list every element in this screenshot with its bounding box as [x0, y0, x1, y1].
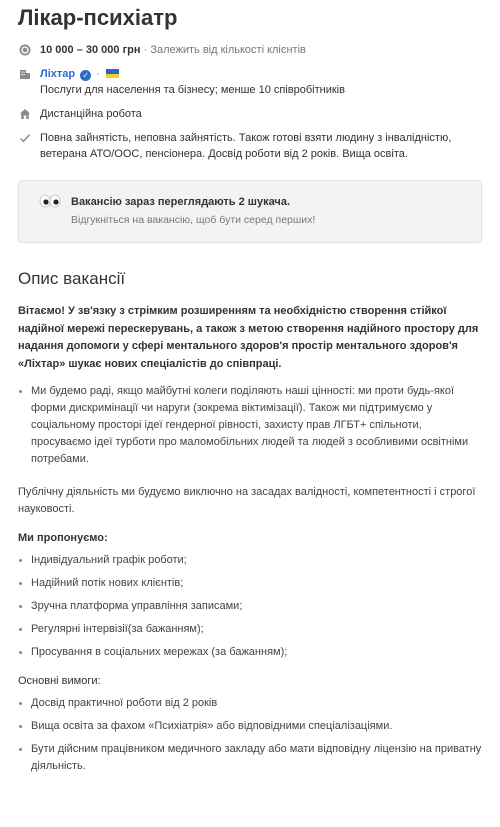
description-intro: Вітаємо! У зв'язку з стрімким розширенням та необхідністю створення стійкої надійної мережі перескерувань, а також з метою створення надійного простору для надання допомоги у сфері ментального здоров'я простір ментального здоров'я «Ліхтар» шукає нових спеціалістів до співпраці.	[18, 305, 479, 370]
list-item: Надійний потік нових клієнтів;	[18, 575, 482, 592]
viewers-notice	[18, 180, 482, 243]
requirements-list	[18, 695, 482, 775]
list-item: Досвід практичної роботи від 2 років	[18, 695, 482, 712]
home-icon	[18, 107, 32, 121]
eyes-icon	[39, 194, 61, 213]
public-activity-text: Публічну діяльність ми будуємо виключно на засадах валідності, компетентності і строгої науковості.	[18, 486, 476, 515]
list-item: Індивідуальний графік роботи;	[18, 552, 482, 569]
list-item: Просування в соціальних мережах (за бажанням);	[18, 644, 482, 661]
requirements-heading: Основні вимоги:	[18, 675, 101, 687]
company-row	[18, 66, 482, 98]
vacancy-meta	[18, 42, 482, 162]
ukraine-flag-icon	[106, 69, 119, 78]
list-item: Зручна платформа управління записами;	[18, 598, 482, 615]
conditions-text: Повна зайнятість, неповна зайнятість. Також готові взяти людину з інвалідністю, ветерана АТО/ООС, пенсіонера. Досвід роботи від 2 років. Вища освіта.	[40, 132, 452, 160]
conditions-row	[18, 130, 482, 162]
notice-title: Вакансію зараз переглядають 2 шукача.	[71, 196, 290, 208]
list-item: Регулярні інтервізії(за бажанням);	[18, 621, 482, 638]
company-description: Послуги для населення та бізнесу; менше 10 співробітників	[40, 84, 345, 96]
work-type: Дистанційна робота	[40, 108, 142, 120]
list-item: Бути дійсним працівником медичного закладу або мати відповідну ліцензію на приватну діяльність.	[18, 741, 482, 775]
building-icon	[18, 67, 32, 81]
offer-heading: Ми пропонуємо:	[18, 532, 108, 544]
page-title: Лікар-психіатр	[18, 5, 178, 30]
company-link[interactable]: Ліхтар	[40, 68, 76, 80]
check-icon	[18, 131, 32, 145]
salary-row	[18, 42, 482, 58]
company-separator: ·	[96, 68, 100, 80]
work-type-row	[18, 106, 482, 122]
coin-icon	[18, 43, 32, 57]
offer-list	[18, 552, 482, 661]
list-item: Ми будемо раді, якщо майбутні колеги поділяють наші цінності: ми проти будь-якої форми дискримінації чи наруги (зокрема віктимізації). Також ми підтримуємо у соціальному просторі ідеї гендерної рівності, захисту прав ЛГБТ+ спільноти, просуваємо ідеї турботи про маломобільних людей та людей з особливими освітніми потребами.	[18, 383, 482, 468]
description-heading: Опис вакансії	[18, 269, 126, 288]
verified-check-icon: ✓	[80, 70, 91, 81]
notice-subtitle: Відгукніться на вакансію, щоб бути серед перших!	[71, 214, 316, 226]
values-list	[18, 383, 482, 468]
salary-value: 10 000 – 30 000 грн	[40, 44, 141, 56]
list-item: Вища освіта за фахом «Психіатрія» або відповідними спеціалізаціями.	[18, 718, 482, 735]
salary-note: · Залежить від кількості клієнтів	[143, 44, 306, 56]
